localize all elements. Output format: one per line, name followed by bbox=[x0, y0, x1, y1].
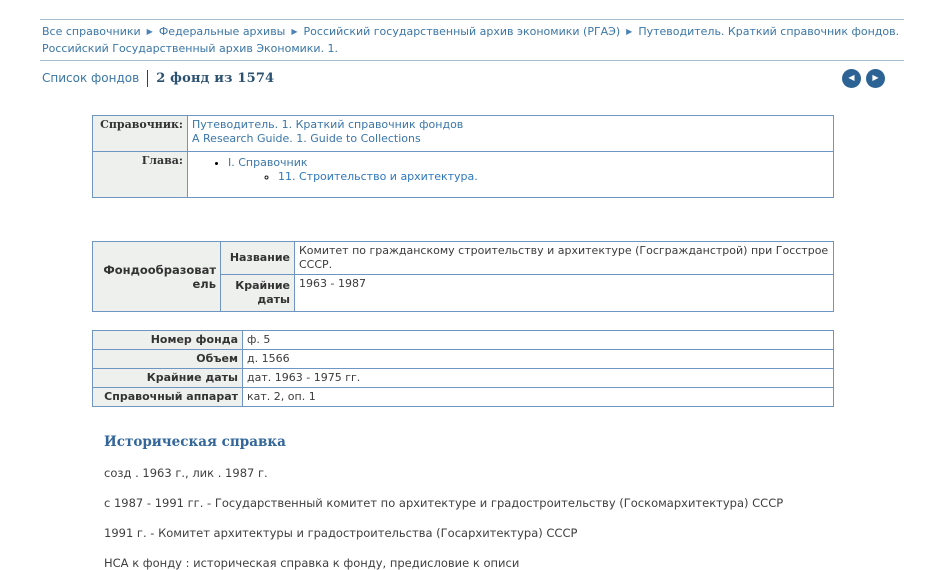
toolbar-divider bbox=[147, 70, 148, 87]
history-paragraph: созд . 1963 г., лик . 1987 г. bbox=[104, 466, 268, 480]
table-row-fund-reference-apparatus bbox=[93, 388, 834, 407]
breadcrumb-separator-icon: ▶ bbox=[626, 27, 633, 36]
chapter-list-item bbox=[228, 156, 829, 184]
fund-card-page bbox=[0, 19, 935, 570]
breadcrumb-bottom-divider bbox=[40, 60, 904, 61]
arrow-left-icon: ◀ bbox=[848, 73, 855, 82]
guide-link-en[interactable]: A Research Guide. 1. Guide to Collections bbox=[192, 132, 421, 145]
fund-volume-value: д. 1566 bbox=[243, 350, 834, 369]
breadcrumb-link-guide-title[interactable]: Путеводитель. Краткий справочник фондов. Российский Государственный архив Экономики. 1. bbox=[42, 25, 900, 55]
fund-reference-apparatus-value: кат. 2, оп. 1 bbox=[243, 388, 834, 407]
breadcrumb-separator-icon: ▶ bbox=[146, 27, 153, 36]
fund-number-value: ф. 5 bbox=[243, 331, 834, 350]
breadcrumb-link-rgae-archive[interactable]: Российский государственный архив экономики (РГАЭ) bbox=[303, 25, 621, 38]
breadcrumb-link-federal-archives[interactable]: Федеральные архивы bbox=[158, 25, 286, 38]
fund-volume-label: Объем bbox=[93, 350, 243, 369]
guide-link-ru[interactable]: Путеводитель. 1. Краткий справочник фондов bbox=[192, 118, 464, 131]
history-paragraph: НСА к фонду : историческая справка к фонду, предисловие к описи bbox=[104, 556, 520, 570]
fund-list-link[interactable]: Список фондов bbox=[42, 71, 140, 85]
chapter-sublist-item bbox=[278, 170, 829, 184]
table-row-fund-number bbox=[93, 331, 834, 350]
top-divider bbox=[40, 19, 904, 20]
creator-table bbox=[92, 241, 834, 312]
chapter-sub-link[interactable]: 11. Строительство и архитектура. bbox=[278, 170, 478, 183]
prev-fund-button[interactable] bbox=[842, 69, 861, 88]
guide-value-cell bbox=[188, 116, 834, 152]
breadcrumb-separator-icon: ▶ bbox=[291, 27, 298, 36]
fund-attributes-table bbox=[92, 330, 834, 407]
creator-dates-value: 1963 - 1987 bbox=[295, 275, 834, 312]
breadcrumb-link-all-guides[interactable]: Все справочники bbox=[42, 25, 141, 38]
toolbar bbox=[42, 67, 885, 89]
chapter-value-cell bbox=[188, 152, 834, 198]
table-row-guide bbox=[93, 116, 834, 152]
creator-name-label: Название bbox=[221, 242, 295, 275]
fund-dates-label: Крайние даты bbox=[93, 369, 243, 388]
chapter-link[interactable]: I. Справочник bbox=[228, 156, 308, 169]
fund-reference-apparatus-label: Справочный аппарат bbox=[93, 388, 243, 407]
table-row-creator-name bbox=[93, 242, 834, 275]
next-fund-button[interactable] bbox=[866, 69, 885, 88]
creator-dates-label: Крайние даты bbox=[221, 275, 295, 312]
table-row-fund-dates bbox=[93, 369, 834, 388]
fund-number-label: Номер фонда bbox=[93, 331, 243, 350]
chapter-label: Глава: bbox=[93, 152, 188, 198]
chapter-list bbox=[192, 156, 829, 184]
arrow-right-icon: ▶ bbox=[872, 73, 879, 82]
chapter-sublist bbox=[228, 170, 829, 184]
history-paragraph: с 1987 - 1991 гг. - Государственный комитет по архитектуре и градостроительству (Госкомархитектура) СССР bbox=[104, 496, 784, 510]
reference-table bbox=[92, 115, 834, 198]
fund-dates-value: дат. 1963 - 1975 гг. bbox=[243, 369, 834, 388]
table-row-fund-volume bbox=[93, 350, 834, 369]
history-section-title: Историческая справка bbox=[104, 434, 286, 450]
creator-label: Фондообразователь bbox=[93, 242, 221, 312]
history-paragraph: 1991 г. - Комитет архитектуры и градостроительства (Госархитектура) СССР bbox=[104, 526, 578, 540]
guide-label: Справочник: bbox=[93, 116, 188, 152]
creator-name-value: Комитет по гражданскому строительству и архитектуре (Госгражданстрой) при Госстрое СССР. bbox=[295, 242, 834, 275]
table-row-chapter bbox=[93, 152, 834, 198]
breadcrumb bbox=[42, 24, 901, 57]
fund-counter: 2 фонд из 1574 bbox=[156, 70, 275, 86]
fund-card-content bbox=[92, 115, 834, 570]
